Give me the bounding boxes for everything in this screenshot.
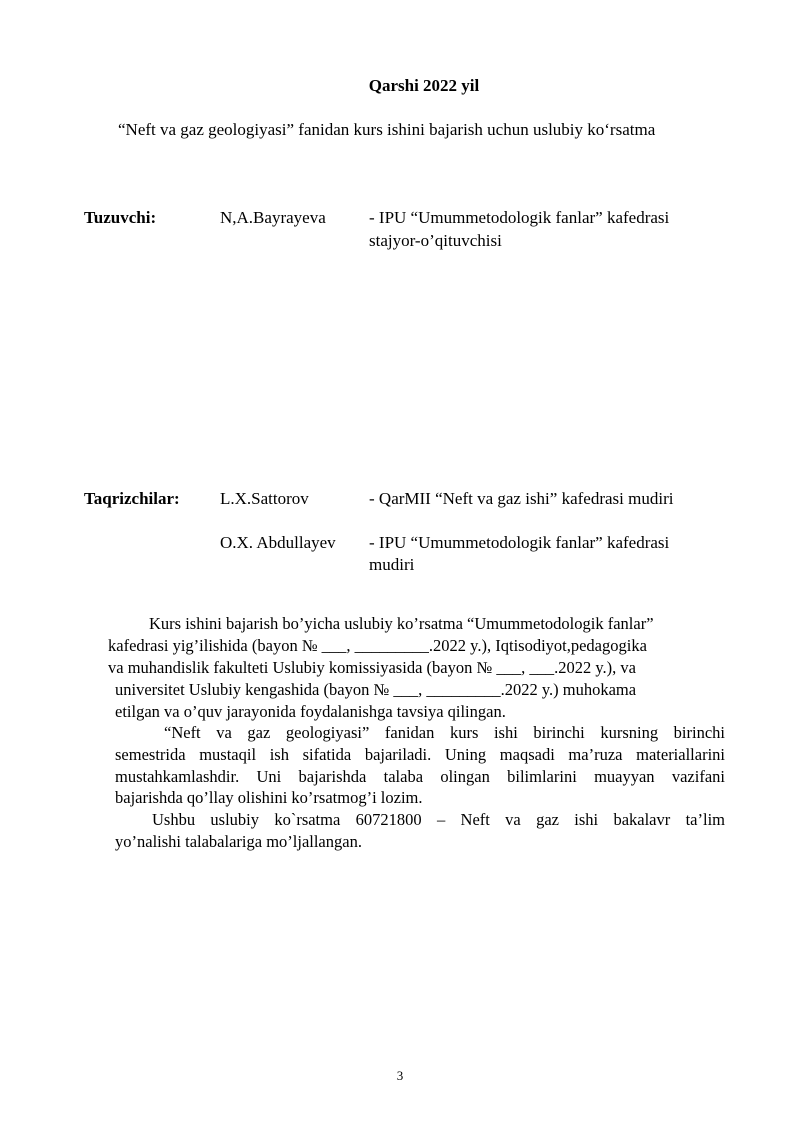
document-subtitle: “Neft va gaz geologiyasi” fanidan kurs ishini bajarish uchun uslubiy ko‘rsatma — [118, 120, 656, 139]
paragraph-line: Ushbu uslubiy ko`rsatma 60721800 – Neft va gaz ishi bakalavr ta’lim — [152, 810, 725, 829]
reviewer-2-name: O.X. Abdullayev — [220, 533, 336, 552]
paragraph-line: “Neft va gaz geologiyasi” fanidan kurs ishi birinchi kursning birinchi — [164, 723, 725, 742]
author-name: N,A.Bayrayeva — [220, 208, 326, 227]
paragraph-line: va muhandislik fakulteti Uslubiy komissiyasida (bayon № ___, ___.2022 y.), va — [108, 658, 636, 677]
document-title: Qarshi 2022 yil — [368, 76, 480, 95]
reviewer-1-name: L.X.Sattorov — [220, 489, 309, 508]
paragraph-line: universitet Uslubiy kengashida (bayon № ___, _________.2022 y.) muhokama — [115, 680, 637, 699]
paragraph-line: Kurs ishini bajarish bo’yicha uslubiy ko’rsatma “Umummetodologik fanlar” — [149, 614, 654, 633]
reviewer-1-position: - QarMII “Neft va gaz ishi” kafedrasi mudiri — [369, 489, 674, 508]
page-number: 3 — [396, 1068, 404, 1083]
paragraph-line: bajarishda qo’llay olishini ko’rsatmog’i lozim. — [115, 788, 423, 807]
author-position-line2: stajyor-o’qituvchisi — [369, 231, 502, 250]
author-position-line1: - IPU “Umummetodologik fanlar” kafedrasi — [369, 208, 670, 227]
reviewers-role-label: Taqrizchilar: — [84, 489, 180, 508]
paragraph-line: semestrida mustaqil ish sifatida bajariladi. Uning maqsadi ma’ruza materiallarini — [115, 745, 725, 764]
reviewer-2-position-line1: - IPU “Umummetodologik fanlar” kafedrasi — [369, 533, 670, 552]
reviewer-2-position-line2: mudiri — [369, 555, 415, 574]
paragraph-line: mustahkamlashdir. Uni bajarishda talaba olingan bilimlarini muayyan vazifani — [115, 767, 725, 786]
paragraph-line: yo’nalishi talabalariga mo’ljallangan. — [115, 832, 362, 851]
author-role-label: Tuzuvchi: — [84, 208, 157, 227]
paragraph-line: kafedrasi yig’ilishida (bayon № ___, _________.2022 y.), Iqtisodiyot,pedagogika — [108, 636, 647, 655]
paragraph-line: etilgan va o’quv jarayonida foydalanishga tavsiya qilingan. — [115, 702, 506, 721]
